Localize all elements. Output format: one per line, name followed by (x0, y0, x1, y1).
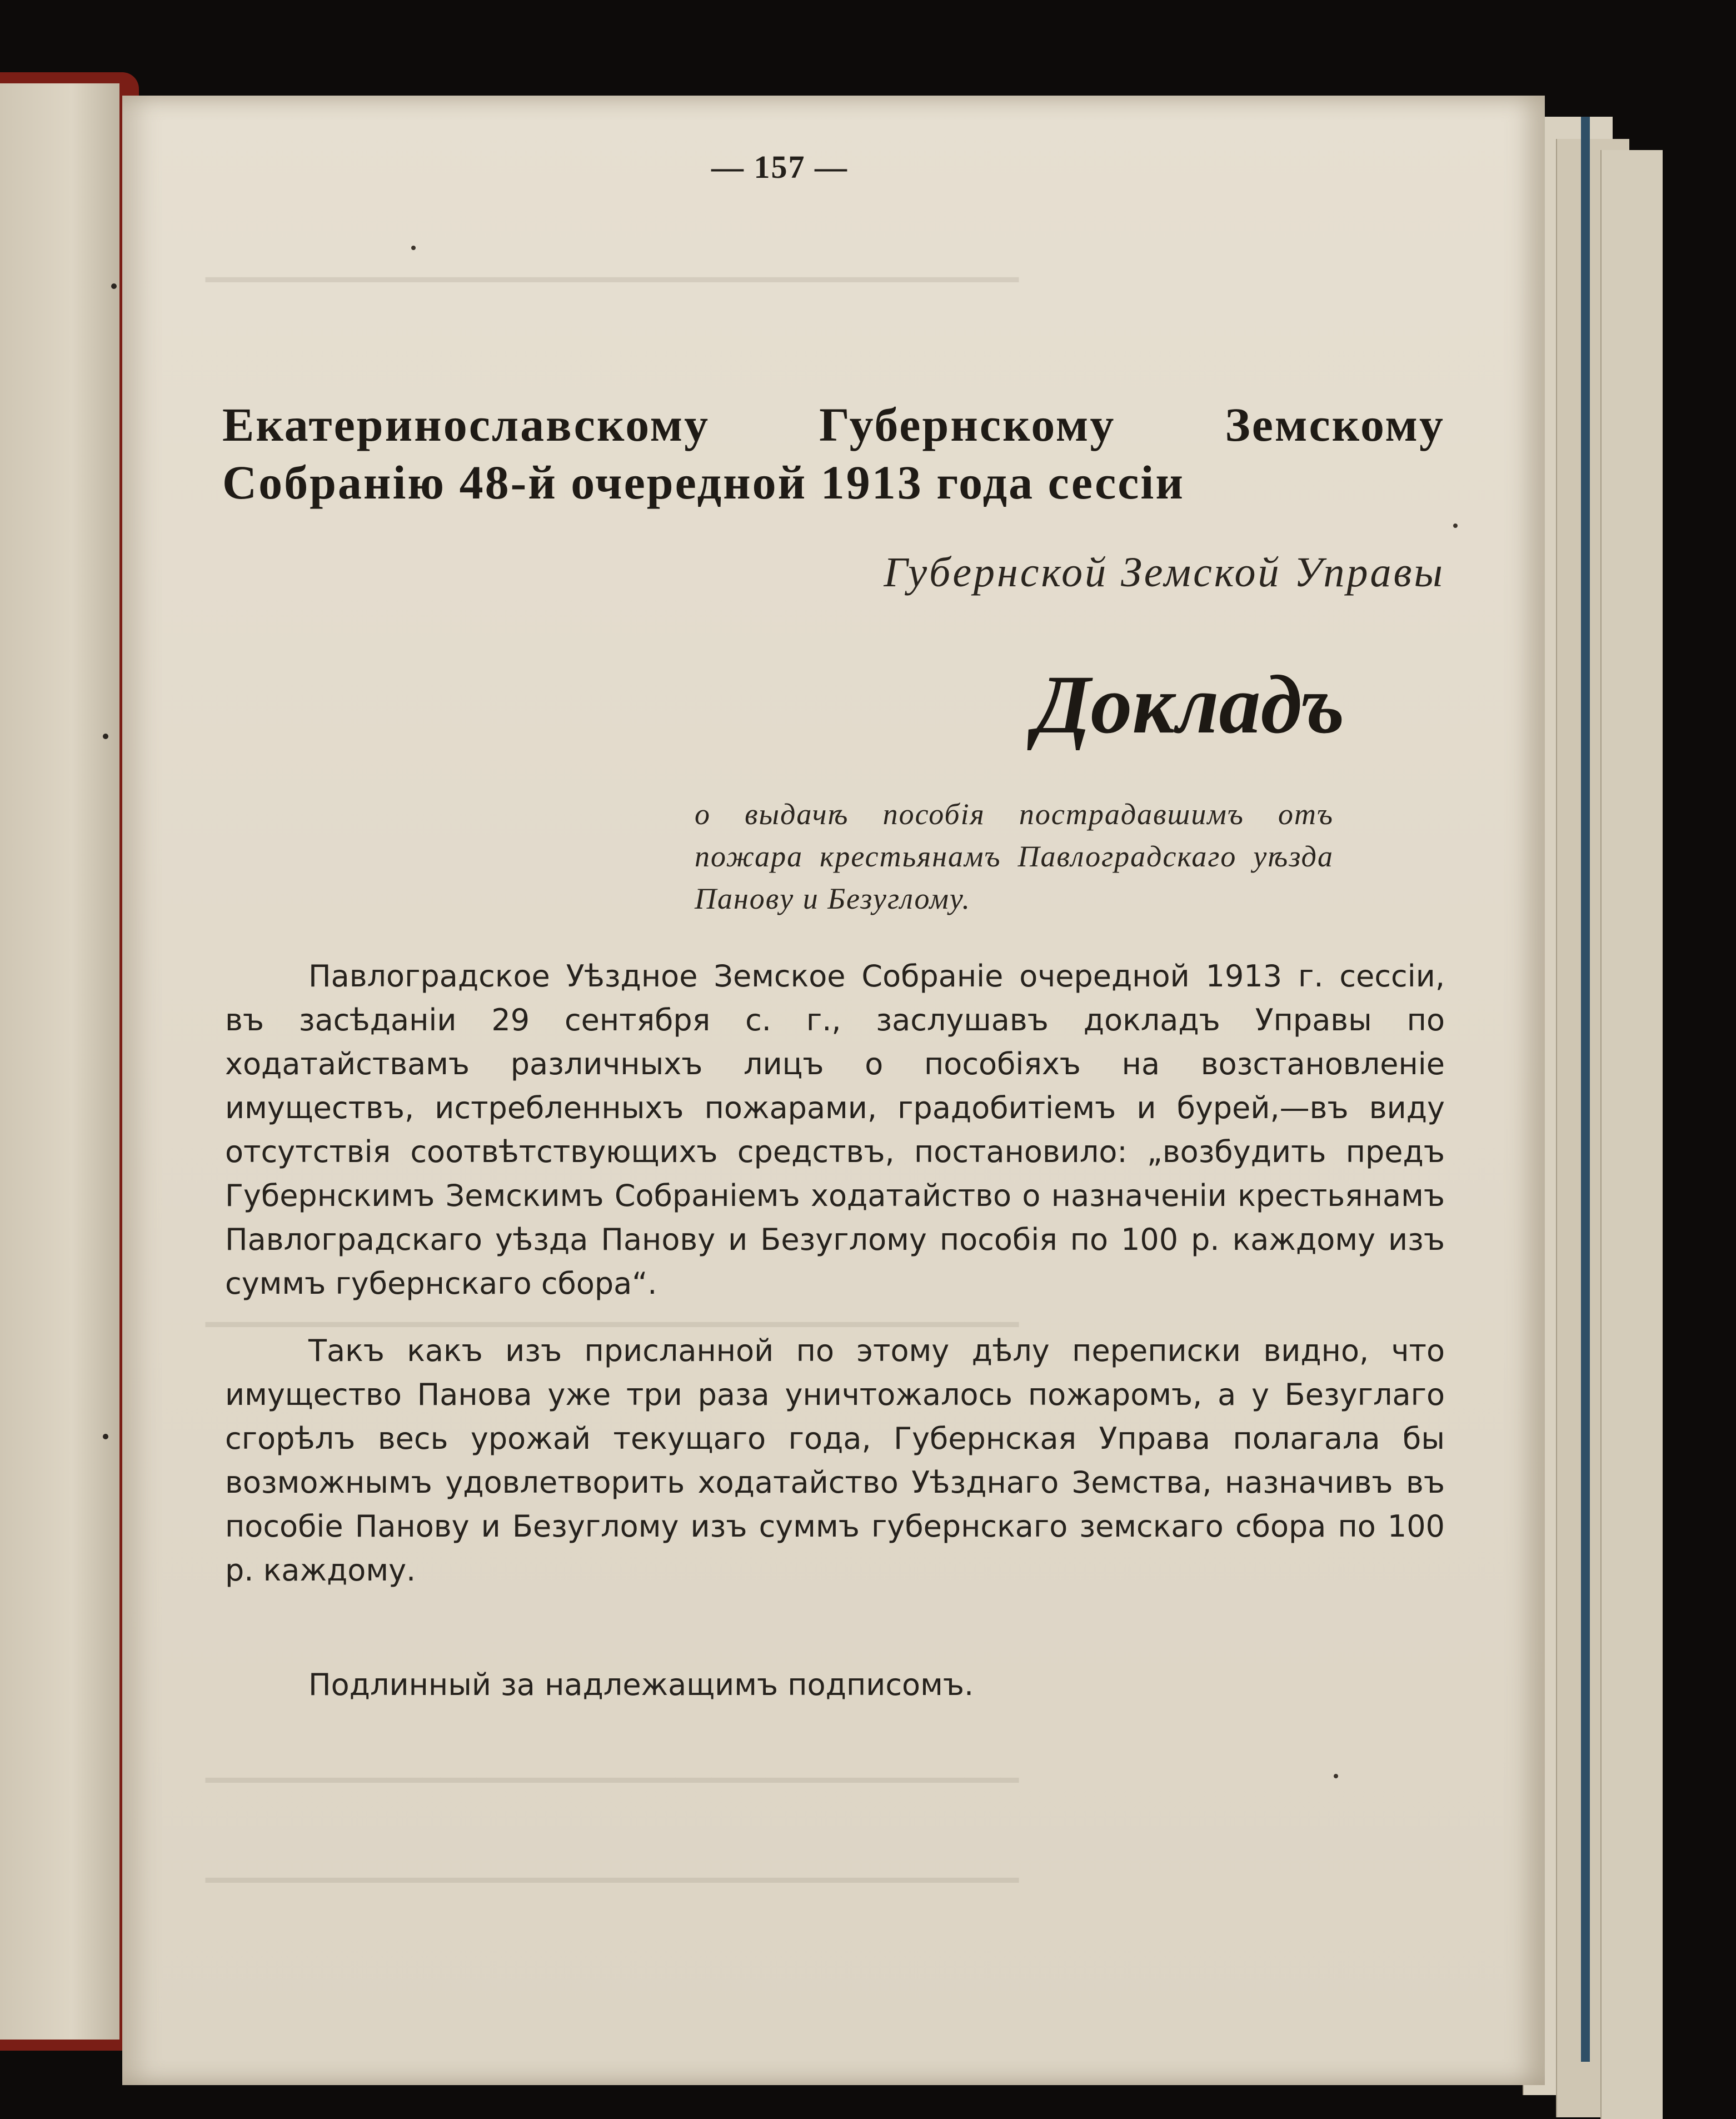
left-page (0, 83, 119, 2040)
margin-mark (103, 734, 108, 739)
show-through: ━━━━━━━━━━━━━━━━━━━━━━━━━━━━━━━━━━━━━━━━━━━━━ (206, 1864, 1019, 1897)
page-stack (1600, 150, 1663, 2119)
speck (411, 246, 416, 250)
show-through: ━━━━━━━━━━━━━━━━━━━━━━━━━━━━━━━━━━━━━━━━━━━━━ (206, 1764, 1019, 1797)
show-through: ━━━━━━━━━━━━━━━━━━━━━━━━━━━━━━━━━━━━━━━━━━━━━ (206, 263, 1019, 297)
document-heading: Екатеринославскому Губернскому Земскому Собранію 48-й очередной 1913 года сессіи (222, 398, 1445, 509)
blue-page-edge (1581, 117, 1590, 2062)
speck (1453, 523, 1458, 528)
book-page (122, 96, 1545, 2085)
speck (1334, 1774, 1338, 1778)
show-through: ━━━━━━━━━━━━━━━━━━━━━━━━━━━━━━━━━━━━━━━━━━━━━ (206, 1308, 1019, 1342)
margin-mark (111, 283, 117, 289)
paragraph: Такъ какъ изъ присланной по этому дѣлу переписки видно, что имущество Панова уже три раза уничтожалось пожаромъ, а у Безуглаго сгорѣлъ весь урожай текущаго года, Губернская Управа полагала бы возможнымъ удовлетворить ходатайство Уѣзднаго Земства, назначивъ въ пособіе Панову и Безуглому изъ суммъ губернскаго земскаго сбора по 100 р. каждому. (225, 1333, 1445, 1588)
document-body (225, 954, 1445, 1616)
report-subject: о выдачѣ пособія пострадавшимъ отъ пожара крестьянамъ Павлоградскаго уѣзда Панову и Безуглому. (695, 797, 1334, 915)
margin-mark (103, 1434, 108, 1439)
signature-note: Подлинный за надлежащимъ подписомъ. (308, 1667, 974, 1702)
document-subheading: Губернской Земской Управы (884, 549, 1445, 596)
paragraph: Павлоградское Уѣздное Земское Собраніе очередной 1913 г. сессіи, въ засѣданіи 29 сентября с. г., заслушавъ докладъ Управы по ходатайствамъ различныхъ лицъ о пособіяхъ на возстановленіе имуществъ, истребленныхъ пожарами, градобитіемъ и бурей,—въ виду отсутствія соотвѣтствующихъ средствъ, постановило: „возбудить предъ Губернскимъ Земскимъ Собраніемъ ходатайство о назначеніи крестьянамъ Павлоградскаго уѣзда Панову и Безуглому пособія по 100 р. каждому изъ суммъ губернскаго сбора“. (225, 959, 1445, 1301)
page-number: — 157 — (711, 149, 848, 185)
report-title: Докладъ (1034, 659, 1345, 751)
